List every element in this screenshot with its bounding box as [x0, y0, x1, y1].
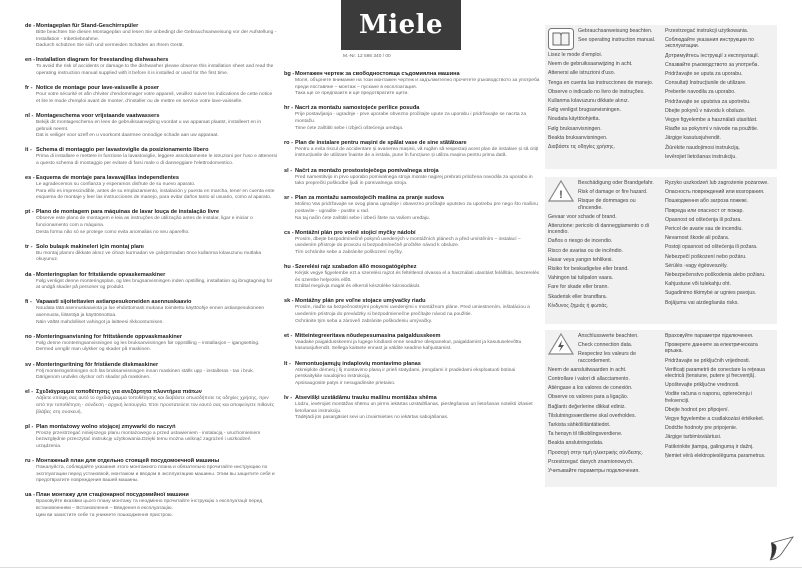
- fire-hazard-box: [545, 177, 777, 324]
- section-title: Montážny plán pre voľne stojace umývačky riadu: [295, 298, 426, 305]
- section-body: Моля, обърнете внимание на този монтажен чертеж и задължително прочетете ръководството за употреба преди поставяне – монтаж – пускане в експлоатация.: [295, 78, 540, 90]
- svg-text:!: !: [559, 189, 563, 201]
- section-body: Lūdzu, ievērojiet montāžas shēmu un pirms iekārtas uzstādīšanas, pieslēgšanas un lietošanas noteikti izlasiet lietošanas instrukciju.: [295, 401, 533, 414]
- box-text: Fare for skade eller brann.: [548, 284, 609, 291]
- section-body: Time ćete zaštititi sebe i izbjeći oštećenja uređaja.: [295, 125, 404, 131]
- section-heading: [284, 332, 540, 340]
- box-text: Preberite navodila za uporabo.: [664, 89, 736, 96]
- section-body: Prosím, riaďte sa bezpečnostnými pokynmi uvedenými v montážnom pláne. Pred umiestnením, inštaláciou a uvedením prístroja do prevádzky si bezpodmienečne prečítajte návod na použitie.: [295, 305, 530, 318]
- language-code: el -: [25, 389, 34, 396]
- section-heading: [25, 333, 277, 341]
- section-title: Monteringsritning för fristående diskmaskiner: [36, 361, 159, 368]
- section-title: Σχεδιάγραμμα τοποθέτησης για ανεξάρτητα πλυντήρια πιάτων: [36, 389, 202, 396]
- miele-logo: [341, 0, 461, 50]
- section-body: Λάβετε υπόψη σας αυτό το σχεδιάγραμμα τοποθέτησης και διαβάστε οπωσδήποτε τις οδηγίες χρήσης, πριν από την τοποθέτηση - σύνδεση - αρχική λειτουργία. Έτσι προστατεύετε τον εαυτό σας και αποφεύγετε πιθανές βλάβες στη συσκευή.: [36, 396, 275, 415]
- box-text: Kullanma kılavuzunu dikkate alınız.: [548, 98, 630, 105]
- box-text: Tarkista sähköliitäntätiedot.: [548, 422, 611, 429]
- section-title: Монтажный план для отдельно стоящей посудомоечной машины: [36, 458, 220, 465]
- section-title: Schema di montaggio per lavastoviglie da posizionamento libero: [36, 147, 209, 154]
- section-heading: [25, 112, 277, 120]
- language-list-left: [25, 22, 277, 526]
- box-right-column: [661, 180, 774, 321]
- warning-icon: [548, 180, 574, 202]
- language-section-nl: [25, 112, 277, 140]
- language-section-hr: [284, 104, 540, 132]
- language-section-fr: [25, 84, 277, 105]
- instructions-box: [545, 25, 777, 169]
- section-body: Dat is veiliger voor uzelf en u voorkomt daarmee onnodige schade aan uw apparaat.: [36, 133, 219, 139]
- box-text: Følg venligst brugsanvisningen.: [548, 107, 621, 114]
- box-text: Hasar veya yangın tehlikesi.: [548, 256, 613, 263]
- language-section-sr: [284, 194, 540, 222]
- language-section-bg: [284, 70, 540, 98]
- language-code: lt -: [284, 360, 291, 367]
- language-section-lt: [284, 360, 540, 388]
- box-text: Risk of damage or fire hazard.: [578, 189, 648, 196]
- language-section-no: [25, 333, 277, 354]
- section-body: Atkreipkite dėmesį į šį montavimo planą ir prieš statydami, įrengdami ir pradėdami eksploatuoti būtinai perskaitykite naudojimo instrukciją.: [295, 367, 516, 380]
- language-code: cs -: [284, 229, 294, 236]
- box-text: Sugadinimo tikimybė ar ugnies pavojus.: [664, 290, 757, 297]
- box-text: Vegye figyelembe a használati utasítást.: [664, 117, 758, 124]
- box-text: Przestrzegać danych znamionowych.: [548, 458, 634, 465]
- section-body: Bu montaj planını dikkate alınız ve cihazı kurmadan ve çalıştırmadan önce kullanma kılavuzunu mutlaka okuyunuz.: [36, 250, 262, 263]
- box-text: Κίνδυνος ζημιάς ή φωτιάς.: [548, 302, 609, 309]
- language-section-de: [25, 22, 277, 50]
- section-body: Näin vältät mahdolliset vahingot ja laitteesi rikkoontumisen.: [36, 319, 164, 325]
- section-body: Tādējādi jūs pasargāsiet sevi un izvairīsieties no iekārtas sabojāšanas.: [295, 415, 449, 421]
- box-text: Соблюдайте указания инструкции по эксплуатации.: [664, 37, 754, 50]
- section-body: Pred namestitvijo in prvo uporabo pomivalnega stroja morate najprej prebrati priložena navodila za uporabo in tako preprečiti poškodbe ljudi in pomivalnega stroja.: [295, 174, 533, 187]
- language-code: es -: [25, 175, 35, 182]
- box-text: Tilslutningsværdierne skal overholdes.: [548, 412, 637, 419]
- section-title: Notice de montage pour lave-vaisselle à poser: [36, 85, 160, 92]
- box-text: Διαβάστε τις οδηγίες χρήσης.: [548, 144, 615, 151]
- section-body: Tím ochráníte sebe a zabráníte poškození myčky.: [295, 249, 403, 255]
- language-section-pl: [25, 423, 277, 451]
- box-text: Risco de avarias ou de incêndio.: [548, 247, 623, 254]
- box-right-column: [661, 28, 774, 166]
- box-text: Vodite računa o naponu, opterećenju i frekvenciji.: [664, 391, 753, 404]
- box-left-column: [548, 28, 661, 166]
- box-text: Проверете данните за електрическата връзка.: [664, 342, 758, 355]
- section-heading: [284, 139, 540, 147]
- box-text: Observe o indicado no livro de instruções.: [548, 88, 645, 95]
- section-heading: [284, 360, 540, 368]
- language-code: tr -: [25, 243, 33, 250]
- box-left-column: [548, 180, 661, 321]
- section-body: Følg denne monteringsanvisningen og les bruksanvisningen før oppstilling – installasjon – igangsetting.: [36, 340, 260, 346]
- section-body: Така ще се предпазите и ще предотвратите щети.: [295, 91, 409, 97]
- section-title: Plan za montažu samostojećih mašina za pranje sudova: [295, 195, 444, 202]
- language-code: it -: [25, 147, 32, 154]
- box-text: Observe os valores para a ligação.: [548, 394, 629, 401]
- section-body: Ochránite tým seba a zároveň zabránite poškodeniu umývačky.: [295, 318, 433, 324]
- box-text: Ta hensyn til tilkoblingsverdiene.: [548, 431, 623, 438]
- box-text: Bağlantı değerlerine dikkat ediniz.: [548, 403, 626, 410]
- section-body: Prije postavljanja - ugradnje - prve uporabe obvezno pročitajte upute za uporabu i pridržavajte se nacrta za montažu.: [295, 112, 527, 124]
- box-text: Nebezpečí poškození nebo požáru.: [664, 253, 747, 260]
- box-text: Повреда или опасност от пожар.: [664, 207, 744, 214]
- language-code: fr -: [25, 85, 33, 92]
- language-section-fi: [25, 298, 277, 326]
- section-title: Szerelési rajz szabadon álló mosogatógéphez: [295, 264, 417, 271]
- box-text: Bojājumu vai aizdegšanās risks.: [664, 299, 739, 306]
- language-code: lv -: [284, 394, 293, 401]
- section-body: Para ello es imprescindible, antes de su emplazamiento, instalación y puesta en marcha, tener en cuenta este esquema de montaje y leer las instrucciones de manejo, para evitar daños tanto al usuario, como al aparato.: [36, 188, 275, 201]
- section-title: Монтажен чертеж за свободностояща съдомиялна машина: [295, 71, 460, 77]
- section-title: Montageschema voor vrijstaande vaatwassers: [36, 112, 160, 119]
- language-code: da -: [25, 271, 35, 278]
- box-text: Sérülés -vagy égésveszély.: [664, 262, 728, 269]
- box-text: Järgige kasutusjuhendit.: [664, 135, 721, 142]
- box-text: Tenga en cuenta las instrucciones de manejo.: [548, 79, 654, 86]
- section-heading: [25, 457, 277, 465]
- section-title: Mitteintegreeritava nõudepesumasina paigaldusskeem: [295, 332, 441, 339]
- section-title: Načrt za montažo prostostoječega pomivalnega stroja: [295, 167, 439, 174]
- box-text: Postoji opasnost od oštećenja ili požara.: [664, 244, 758, 251]
- section-body: Le agradecemos su confianza y esperamos disfrute de su nuevo aparato.: [36, 182, 196, 188]
- language-code: ro -: [284, 139, 294, 146]
- language-code: sr -: [284, 195, 293, 202]
- box-text: Neem de gebruiksaanwijzing in acht.: [548, 61, 633, 68]
- language-code: en -: [25, 57, 35, 64]
- box-text: Ņemiet vērā elektropieslēguma parametrus.: [664, 452, 766, 459]
- section-title: Solo bulaşık makineleri için montaj planı: [36, 243, 144, 250]
- box-text: Controllare i valori di allacciamento.: [548, 376, 630, 383]
- box-right-column: [661, 333, 774, 484]
- section-title: Esquema de montaje para lavavajillas independientes: [36, 175, 180, 182]
- box-text: Anschlusswerte beachten.: [578, 333, 639, 339]
- box-text: Attenersi alle istruzioni d'uso.: [548, 70, 616, 77]
- box-text: Noudata käyttöohjetta.: [548, 116, 600, 123]
- language-code: hr -: [284, 105, 294, 112]
- language-section-et: [284, 332, 540, 353]
- section-title: Vapaasti sijoitettavien astianpesukoneiden asennuskaavio: [36, 299, 192, 306]
- language-code: nl -: [25, 112, 34, 119]
- section-body: Observe este plano de montagem e leia as instruções de utilização antes de instalar, ligar e iniciar o funcionamento com a máquina.: [36, 216, 253, 229]
- section-heading: [25, 243, 277, 251]
- box-text: Upoštevajte priključne vrednosti.: [664, 382, 740, 389]
- box-left-column: [548, 333, 661, 484]
- section-title: Montážní plán pro volně stojící myčky nádobí: [295, 229, 416, 236]
- document-number: M.-Nr. 12 586 340 / 00: [343, 54, 391, 59]
- language-section-lv: [284, 394, 540, 422]
- section-body: Prima di installare e mettere in funzione la lavastoviglie, leggere assolutamente le istruzioni per l'uso e attenersi a questo schema di montaggio per evitare di farsi male o di danneggiare l'elettrodomestico.: [36, 154, 277, 166]
- box-text: Vegye figyelembe a csatlakozási értékeket.: [664, 416, 765, 423]
- language-section-pt: [25, 208, 277, 236]
- section-body: Følg venligst denne monteringsplan, og læs brugsanvisningen inden opstilling, installation og ibrugtagning for at undgå skader på personer og produkt.: [36, 278, 273, 291]
- box-text: Враховуйте параметри підключення.: [664, 333, 754, 339]
- section-title: Plan montażowy wolno stojącej zmywarki do naczyń: [36, 423, 176, 430]
- box-text: Пошкодження або загроза пожежі.: [664, 198, 748, 205]
- section-heading: [284, 229, 540, 237]
- section-body: Kérjük vegye figyelembe ezt a szerelési rajzot és feltétlenül olvassa el a használati utasítást felállítás, beszerelés és üzembe helyezés előtt.: [295, 271, 540, 283]
- section-body: Noudata tätä asennuskaaviota ja lue ehdottomasti mukana toimitettu käyttöohje ennen astianpesukoneen asennusta, liitäntöjä ja käyttöönottoa.: [36, 306, 265, 318]
- box-text: Dbejte hodnot pro připojení.: [664, 406, 729, 413]
- section-body: Följ monteringsritningen och läs bruksanvisningen innan maskinen ställs upp - installeras - tas i bruk.: [36, 368, 255, 374]
- box-text: Skaderisk eller brandfara.: [548, 293, 608, 300]
- language-code: fi -: [25, 299, 32, 306]
- section-body: Apsisaugosite patys ir nesugadinsite prietaiso.: [295, 380, 396, 386]
- section-body: Na taj način ćete zaštititi sebe i izbeći štete na Vašem uređaju.: [295, 215, 431, 221]
- language-list-middle: [284, 70, 540, 428]
- box-text: Neem de aansluitwaarden in acht.: [548, 366, 627, 373]
- footer-rule: [0, 567, 802, 568]
- box-text: Lisez le mode d'emploi.: [548, 52, 603, 58]
- box-text: Daños o riesgo de incendio.: [548, 238, 613, 245]
- box-text: Opasnost od oštećenja ili požara.: [664, 216, 742, 223]
- language-code: ua -: [25, 492, 35, 499]
- section-title: Plano de montagem para máquinas de lavar louça de instalação livre: [36, 209, 220, 216]
- section-title: Plan de instalare pentru mașini de spălat vase de sine stătătoare: [295, 139, 467, 146]
- box-text: Учитывайте параметры подключения.: [548, 468, 640, 475]
- section-body: Bekijk dit montageschema en lees de gebruiksaanwijzing voordat u uw apparaat plaatst, installeert en in gebruik neemt.: [36, 119, 262, 132]
- language-section-ua: [25, 491, 277, 519]
- section-body: Bitte beachten Sie diesen Montageplan und lesen Sie unbedingt die Gebrauchsanweisung vor der Aufstellung - Installation - Inbetriebnahme.: [36, 30, 277, 42]
- language-code: et -: [284, 332, 293, 339]
- box-text: Riaďte sa pokynmi v návode na použitie.: [664, 126, 759, 133]
- language-section-sv: [25, 361, 277, 382]
- box-text: Gebrauchsanweisung beachten.: [578, 28, 653, 34]
- box-text: Dodržte hodnoty pre pripojenie.: [664, 425, 738, 432]
- language-section-tr: [25, 243, 277, 264]
- section-body: Desta forma não só se protege como evita anomalias no seu aparelho.: [36, 229, 190, 235]
- box-text: Dbejte pokynů v návodu k obsluze.: [664, 107, 746, 114]
- section-heading: [25, 22, 277, 30]
- box-text: Verificaţi parametrii de conectare la reţeaua electrică (tensiune, putere şi frecvenţă).: [664, 366, 765, 380]
- language-section-sk: [284, 297, 540, 325]
- box-text: Pericol de avarie sau de incendiu.: [664, 226, 743, 233]
- language-code: sk -: [284, 298, 294, 305]
- box-text: Pridržavajte se uputa za uporabu.: [664, 71, 743, 78]
- page-curl-icon: [768, 535, 794, 563]
- language-section-da: [25, 271, 277, 292]
- box-text: Järgige tarbimisväärtusi.: [664, 434, 722, 441]
- language-section-ru: [25, 457, 277, 485]
- section-heading: [284, 394, 540, 402]
- language-code: pt -: [25, 209, 34, 216]
- section-title: Montageplan für Stand-Geschirrspüler: [36, 23, 139, 29]
- box-text: Опасность повреждений или возгорания.: [664, 189, 765, 196]
- brand-name: Miele: [358, 10, 444, 40]
- language-code: sv -: [25, 361, 35, 368]
- section-body: Därigenom undviks olyckor och skador på maskinen.: [36, 375, 151, 381]
- section-body: Ezáltal megóvja magát és elkerüli készüléke károsodását.: [295, 284, 421, 290]
- language-code: no -: [25, 333, 36, 340]
- box-text: Nebezpečenstvo poškodenia alebo požiaru.: [664, 272, 766, 279]
- book-icon: [548, 28, 574, 50]
- section-heading: [25, 174, 277, 182]
- box-text: Ryzyko uszkodzeń lub zagrożenie pożarowe.: [664, 180, 769, 186]
- connection-data-box: [545, 330, 777, 487]
- language-section-it: [25, 146, 277, 167]
- section-body: Molimo Vas pridržavajte se ovog plana ugradnje i obavezno pročitajte uputstvo za upotrebu pre nego što mašinu postavite - ugradite - pustite u rad.: [295, 202, 538, 214]
- box-text: Beakta anslutningsdata.: [548, 440, 604, 447]
- section-heading: [284, 263, 540, 271]
- language-code: de -: [25, 23, 35, 29]
- box-text: Check connection data.: [578, 342, 633, 349]
- language-code: pl -: [25, 423, 34, 430]
- section-title: Monteringsanvisning for frittstående oppvaskmaskiner: [36, 333, 183, 340]
- section-heading: [25, 84, 277, 92]
- box-text: Przestrzegać instrukcji użytkowania.: [664, 28, 749, 34]
- section-heading: [25, 423, 277, 431]
- language-section-ro: [284, 139, 540, 160]
- section-title: Atsevišķi uzstādāmu trauku mašīnu montāžas shēma: [295, 394, 437, 401]
- box-text: Дотримуйтесь інструкції з експлуатації.: [664, 52, 760, 59]
- section-heading: [284, 70, 540, 78]
- section-body: Pentru a evita riscul de accidentare și avarierea mașinii, vă rugăm să respectați acest plan de instalare și să citiți instrucțiunile de utilizare înainte de a instala, pune în funcțiune și utiliza mașina pentru prima dată.: [295, 146, 539, 159]
- box-text: Προσοχή στην τιμή ηλεκτρικής σύνδεσης.: [548, 449, 644, 456]
- language-section-cs: [284, 229, 540, 257]
- language-section-el: [25, 388, 277, 416]
- section-body: Prosím, dbejte bezpodmínečně pokynů uvedených v montážních plánech a před umístěním – instalací – uvedením přístroje do provozu si bezpodmínečně pročtěte návod k obsluze.: [295, 236, 521, 249]
- section-title: Nacrt za montažu samostojeće perilice posuđa: [295, 105, 420, 112]
- section-title: Nemontuojamųjų indaplovių montavimo planas: [295, 360, 421, 367]
- section-body: Враховуйте вказівки цього плану монтажу та неодмінно прочитайте інструкцію з експлуатації перед встановленням – Встановлення – Введення в експлуатацію.: [36, 499, 263, 512]
- section-title: Monteringsplan for fritstående opvaskemaskiner: [36, 271, 166, 278]
- section-body: To avoid the risk of accidents or damage to the dishwasher please observe this installation sheet and read the operating instruction manual supplied with it before it is installed or used for the first time.: [36, 64, 274, 76]
- language-code: sl -: [284, 167, 293, 174]
- language-section-en: [25, 56, 277, 77]
- section-body: Proszę przestrzegać niniejszego planu montażowego a przed ustawieniem - instalacją - uruchomieniem bezwzględnie przeczytać instrukcję użytkowania.Dzięki temu można uniknąć zagrożeń i uszkodzeń urządzenia.: [36, 430, 261, 449]
- box-text: Attenzione: pericolo di danneggiamento o di incendio.: [548, 223, 649, 236]
- language-section-es: [25, 174, 277, 202]
- section-body: Пожалуйста, соблюдайте указания этого монтажного плана и обязательно прочитайте инструкцию по эксплуатации перед установкой, монтажом и вводом в эксплуатацию машины. Этим вы защитите себя и предотвратите повреждения вашей машины.: [36, 465, 275, 484]
- box-text: Følg bruksanvisningen.: [548, 125, 602, 132]
- box-text: Risiko for beskadigelse eller brand.: [548, 266, 629, 273]
- box-text: Žiūrėkite naudojimosi instrukciją.: [664, 144, 740, 151]
- box-text: Respectez les valeurs de raccordement.: [578, 351, 636, 364]
- language-section-sl: [284, 167, 540, 188]
- language-code: ru -: [25, 458, 35, 465]
- box-text: Pridržavajte se priključnih vrijednosti.: [664, 357, 750, 364]
- box-text: Beakta bruksanvisningen.: [548, 134, 608, 141]
- box-text: Atiéngase a los valores de conexión.: [548, 385, 633, 392]
- language-code: hu -: [284, 264, 295, 271]
- box-text: Kahjustuse või tulekahju oht.: [664, 281, 731, 288]
- box-text: Consultaţi Instrucţiunile de utilizare.: [664, 80, 747, 87]
- section-body: Vaadake paigaldusskeemi ja lugege kindlasti enne seadme ülespanekut, paigaldamist ja kasutuselevõttu kasutusjuhendit. Sellega kaitsete ennast ja väldite seadme kahjustamist.: [295, 339, 522, 352]
- section-body: Dadurch schützen Sie sich und vermeiden Schäden an Ihrem Gerät.: [36, 43, 184, 49]
- box-text: Nevarnost škode ali požara.: [664, 235, 730, 242]
- box-text: Beschädigung oder Brandgefahr.: [578, 180, 654, 186]
- section-heading: [25, 271, 277, 279]
- section-body: Pour votre sécurité et afin d'éviter d'endommager votre appareil, veuillez suivre les indications de cette notice et lire le mode d'emploi avant de monter, d'installer ou de mettre en service votre lave-vaisselle.: [36, 92, 273, 104]
- box-text: Risque de dommages ou d'incendie.: [578, 198, 636, 211]
- box-text: Gevaar voor schade of brand.: [548, 213, 617, 220]
- box-text: Vahingon tai tulipalon vaara.: [548, 275, 614, 282]
- section-title: План монтажу для стаціонарної посудомийної машини: [36, 492, 189, 499]
- section-body: Цим ви захистите себе та уникнете пошкодження пристрою.: [36, 512, 173, 518]
- language-code: bg -: [284, 71, 295, 77]
- section-heading: [284, 167, 540, 175]
- box-text: See operating instruction manual.: [578, 37, 656, 44]
- box-text: Ievērojiet lietošanas instrukciju.: [664, 153, 737, 160]
- section-title: Installation diagram for freestanding dishwashers: [36, 57, 169, 64]
- section-body: Dermed unngår man ulykker og skader på maskinen.: [36, 347, 151, 353]
- language-section-hu: [284, 263, 540, 291]
- electric-warning-icon: [548, 333, 574, 355]
- box-text: Спазвайте ръководството за употреба.: [664, 61, 759, 68]
- section-heading: [25, 361, 277, 369]
- box-text: Pridržavajte se uputstva za upotrebu.: [664, 98, 751, 105]
- box-text: Patikrinkite įtampą, galingumą ir dažnį.: [664, 443, 754, 450]
